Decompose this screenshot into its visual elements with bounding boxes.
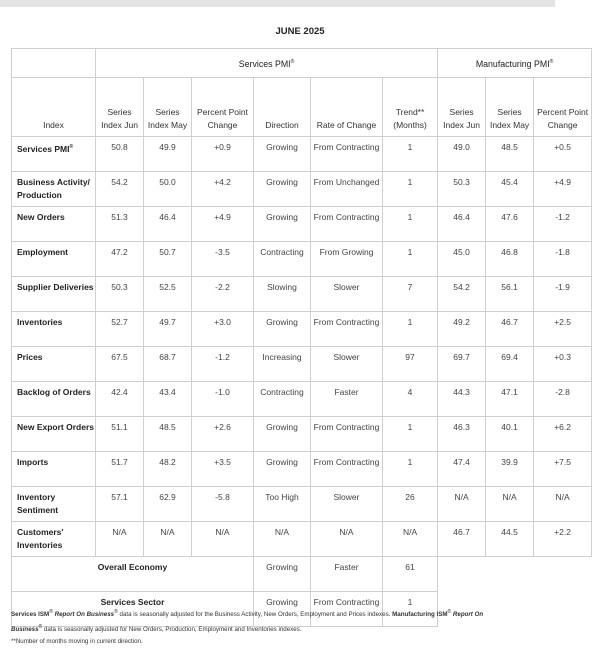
cell-rate: From Contracting [311, 452, 383, 487]
footnote-line: Services ISM® Report On Business® data is seasonally adjusted for the Business Activity, New Orders, Employment and Prices indexes. Manufacturing ISM® Report On [11, 609, 484, 619]
cell-series-jun: N/A [96, 522, 144, 557]
cell-mfg-change: N/A [534, 487, 592, 522]
cell-mfg-jun: 45.0 [438, 242, 486, 277]
row-index-label: Imports [12, 452, 96, 487]
cell-direction: Growing [254, 207, 311, 242]
group-header-row [12, 49, 592, 78]
cell-mfg-may: 46.8 [486, 242, 534, 277]
cell-mfg-change: -1.2 [534, 207, 592, 242]
summary-row [12, 557, 592, 592]
cell-rate: Slower [311, 277, 383, 312]
cell-mfg-change: -1.8 [534, 242, 592, 277]
col-header-series-may: Series Index May [144, 78, 192, 137]
cell-series-jun: 51.1 [96, 417, 144, 452]
col-header-rate: Rate of Change [311, 78, 383, 137]
cell-pct-change: -3.5 [192, 242, 254, 277]
cell-rate: From Growing [311, 242, 383, 277]
col-header-mfg-series-may: Series Index May [486, 78, 534, 137]
cell-trend: 1 [383, 207, 438, 242]
cell-mfg-change: +2.5 [534, 312, 592, 347]
summary-rate: From Contracting [311, 592, 383, 627]
cell-mfg-change: +2.2 [534, 522, 592, 557]
manufacturing-pmi-group-header: Manufacturing PMI® [438, 49, 592, 78]
cell-direction: Too High [254, 487, 311, 522]
col-header-mfg-series-jun: Series Index Jun [438, 78, 486, 137]
cell-mfg-jun: 54.2 [438, 277, 486, 312]
summary-label: Services Sector [12, 592, 254, 627]
cell-series-jun: 52.7 [96, 312, 144, 347]
cell-mfg-may: 69.4 [486, 347, 534, 382]
registered-mark-icon: ® [69, 144, 74, 150]
col-header-index: Index [12, 78, 96, 137]
cell-pct-change: -1.2 [192, 347, 254, 382]
cell-series-jun: 57.1 [96, 487, 144, 522]
table-row [12, 452, 592, 487]
cell-mfg-may: 48.5 [486, 137, 534, 172]
cell-mfg-change: +0.5 [534, 137, 592, 172]
cell-trend: N/A [383, 522, 438, 557]
cell-series-jun: 51.7 [96, 452, 144, 487]
col-header-direction: Direction [254, 78, 311, 137]
registered-mark-icon: ® [549, 58, 554, 65]
cell-series-may: 50.7 [144, 242, 192, 277]
summary-trend: 1 [383, 592, 438, 627]
cell-series-may: 48.5 [144, 417, 192, 452]
cell-series-may: N/A [144, 522, 192, 557]
cell-mfg-may: N/A [486, 487, 534, 522]
cell-mfg-may: 45.4 [486, 172, 534, 207]
cell-trend: 1 [383, 242, 438, 277]
cell-series-may: 62.9 [144, 487, 192, 522]
registered-mark-icon: ® [38, 624, 43, 631]
cell-direction: Slowing [254, 277, 311, 312]
cell-rate: Slower [311, 347, 383, 382]
table-row [12, 172, 592, 207]
cell-direction: Growing [254, 452, 311, 487]
cell-series-may: 52.5 [144, 277, 192, 312]
cell-pct-change: +4.2 [192, 172, 254, 207]
row-index-label: New Orders [12, 207, 96, 242]
cell-pct-change: -1.0 [192, 382, 254, 417]
table-row [12, 382, 592, 417]
summary-trend: 61 [383, 557, 438, 592]
row-index-label: Inventory Sentiment [12, 487, 96, 522]
summary-rate: Faster [311, 557, 383, 592]
cell-mfg-jun: 47.4 [438, 452, 486, 487]
cell-direction: Growing [254, 137, 311, 172]
cell-mfg-jun: 49.0 [438, 137, 486, 172]
cell-pct-change: +3.5 [192, 452, 254, 487]
cell-rate: Slower [311, 487, 383, 522]
row-index-label: Services PMI® [12, 137, 96, 172]
cell-mfg-may: 44.5 [486, 522, 534, 557]
cell-direction: Contracting [254, 382, 311, 417]
cell-trend: 1 [383, 312, 438, 347]
row-index-label: Supplier Deliveries [12, 277, 96, 312]
cell-mfg-may: 40.1 [486, 417, 534, 452]
table-row [12, 277, 592, 312]
cell-rate: From Unchanged [311, 172, 383, 207]
cell-pct-change: -2.2 [192, 277, 254, 312]
registered-mark-icon: ® [114, 609, 118, 615]
table-row [12, 417, 592, 452]
row-index-label: Prices [12, 347, 96, 382]
cell-series-jun: 42.4 [96, 382, 144, 417]
cell-mfg-change: +6.2 [534, 417, 592, 452]
cell-direction: N/A [254, 522, 311, 557]
cell-rate: From Contracting [311, 137, 383, 172]
row-index-label: Backlog of Orders [12, 382, 96, 417]
cell-direction: Growing [254, 417, 311, 452]
cell-series-jun: 54.2 [96, 172, 144, 207]
cell-series-jun: 50.3 [96, 277, 144, 312]
summary-label: Overall Economy [12, 557, 254, 592]
cell-mfg-change: +0.3 [534, 347, 592, 382]
cell-series-may: 43.4 [144, 382, 192, 417]
table-row [12, 137, 592, 172]
registered-mark-icon: ® [49, 609, 53, 615]
cell-direction: Growing [254, 172, 311, 207]
summary-blank [438, 557, 592, 592]
row-index-label: Employment [12, 242, 96, 277]
table-row [12, 347, 592, 382]
cell-series-may: 46.4 [144, 207, 192, 242]
cell-mfg-may: 47.6 [486, 207, 534, 242]
registered-mark-icon: ® [290, 58, 295, 65]
cell-mfg-change: +4.9 [534, 172, 592, 207]
cell-series-jun: 67.5 [96, 347, 144, 382]
cell-trend: 26 [383, 487, 438, 522]
ism-comparison-table [11, 48, 592, 627]
column-header-row [12, 78, 592, 137]
cell-mfg-change: -1.9 [534, 277, 592, 312]
col-header-pct-change: Percent Point Change [192, 78, 254, 137]
report-title: JUNE 2025 [275, 26, 325, 37]
cell-direction: Increasing [254, 347, 311, 382]
row-index-label: Inventories [12, 312, 96, 347]
row-index-label: Customers' Inventories [12, 522, 96, 557]
cell-rate: From Contracting [311, 312, 383, 347]
cell-trend: 1 [383, 417, 438, 452]
cell-series-may: 50.0 [144, 172, 192, 207]
row-index-label: Business Activity/ Production [12, 172, 96, 207]
col-header-series-jun: Series Index Jun [96, 78, 144, 137]
services-pmi-group-header: Services PMI® [96, 49, 438, 78]
cell-mfg-may: 56.1 [486, 277, 534, 312]
col-header-mfg-pct-change: Percent Point Change [534, 78, 592, 137]
footnotes [11, 606, 591, 648]
cell-rate: From Contracting [311, 417, 383, 452]
summary-direction: Growing [254, 557, 311, 592]
cell-mfg-jun: 44.3 [438, 382, 486, 417]
cell-mfg-jun: 50.3 [438, 172, 486, 207]
cell-trend: 1 [383, 137, 438, 172]
cell-series-jun: 50.8 [96, 137, 144, 172]
cell-mfg-jun: 49.2 [438, 312, 486, 347]
cell-pct-change: +2.6 [192, 417, 254, 452]
cell-mfg-jun: N/A [438, 487, 486, 522]
cell-mfg-jun: 69.7 [438, 347, 486, 382]
table-row [12, 312, 592, 347]
cell-mfg-change: +7.5 [534, 452, 592, 487]
table-row [12, 242, 592, 277]
blank-corner [12, 49, 96, 78]
table-row [12, 522, 592, 557]
cell-pct-change: +3.0 [192, 312, 254, 347]
footnote-line: Business® data is seasonally adjusted for New Orders, Production, Employment and Inventories indexes. [11, 624, 302, 634]
cell-mfg-may: 46.7 [486, 312, 534, 347]
cell-mfg-may: 39.9 [486, 452, 534, 487]
cell-rate: N/A [311, 522, 383, 557]
cell-pct-change: +4.9 [192, 207, 254, 242]
cell-pct-change: N/A [192, 522, 254, 557]
cell-mfg-jun: 46.7 [438, 522, 486, 557]
cell-trend: 4 [383, 382, 438, 417]
cell-mfg-change: -2.8 [534, 382, 592, 417]
cell-mfg-jun: 46.3 [438, 417, 486, 452]
cell-trend: 1 [383, 452, 438, 487]
cell-trend: 7 [383, 277, 438, 312]
cell-rate: Faster [311, 382, 383, 417]
cell-series-may: 49.9 [144, 137, 192, 172]
top-divider [0, 0, 555, 7]
cell-series-may: 68.7 [144, 347, 192, 382]
cell-trend: 1 [383, 172, 438, 207]
cell-rate: From Contracting [311, 207, 383, 242]
cell-direction: Growing [254, 312, 311, 347]
cell-series-jun: 47.2 [96, 242, 144, 277]
registered-mark-icon: ® [447, 609, 452, 615]
cell-pct-change: +0.9 [192, 137, 254, 172]
cell-series-may: 49.7 [144, 312, 192, 347]
cell-mfg-may: 47.1 [486, 382, 534, 417]
cell-series-jun: 51.3 [96, 207, 144, 242]
cell-direction: Contracting [254, 242, 311, 277]
summary-direction: Growing [254, 592, 311, 627]
cell-mfg-jun: 46.4 [438, 207, 486, 242]
cell-trend: 97 [383, 347, 438, 382]
table-row [12, 487, 592, 522]
cell-pct-change: -5.8 [192, 487, 254, 522]
footnote-line: **Number of months moving in current direction. [11, 638, 143, 646]
row-index-label: New Export Orders [12, 417, 96, 452]
col-header-trend: Trend** (Months) [383, 78, 438, 137]
table-row [12, 207, 592, 242]
cell-series-may: 48.2 [144, 452, 192, 487]
